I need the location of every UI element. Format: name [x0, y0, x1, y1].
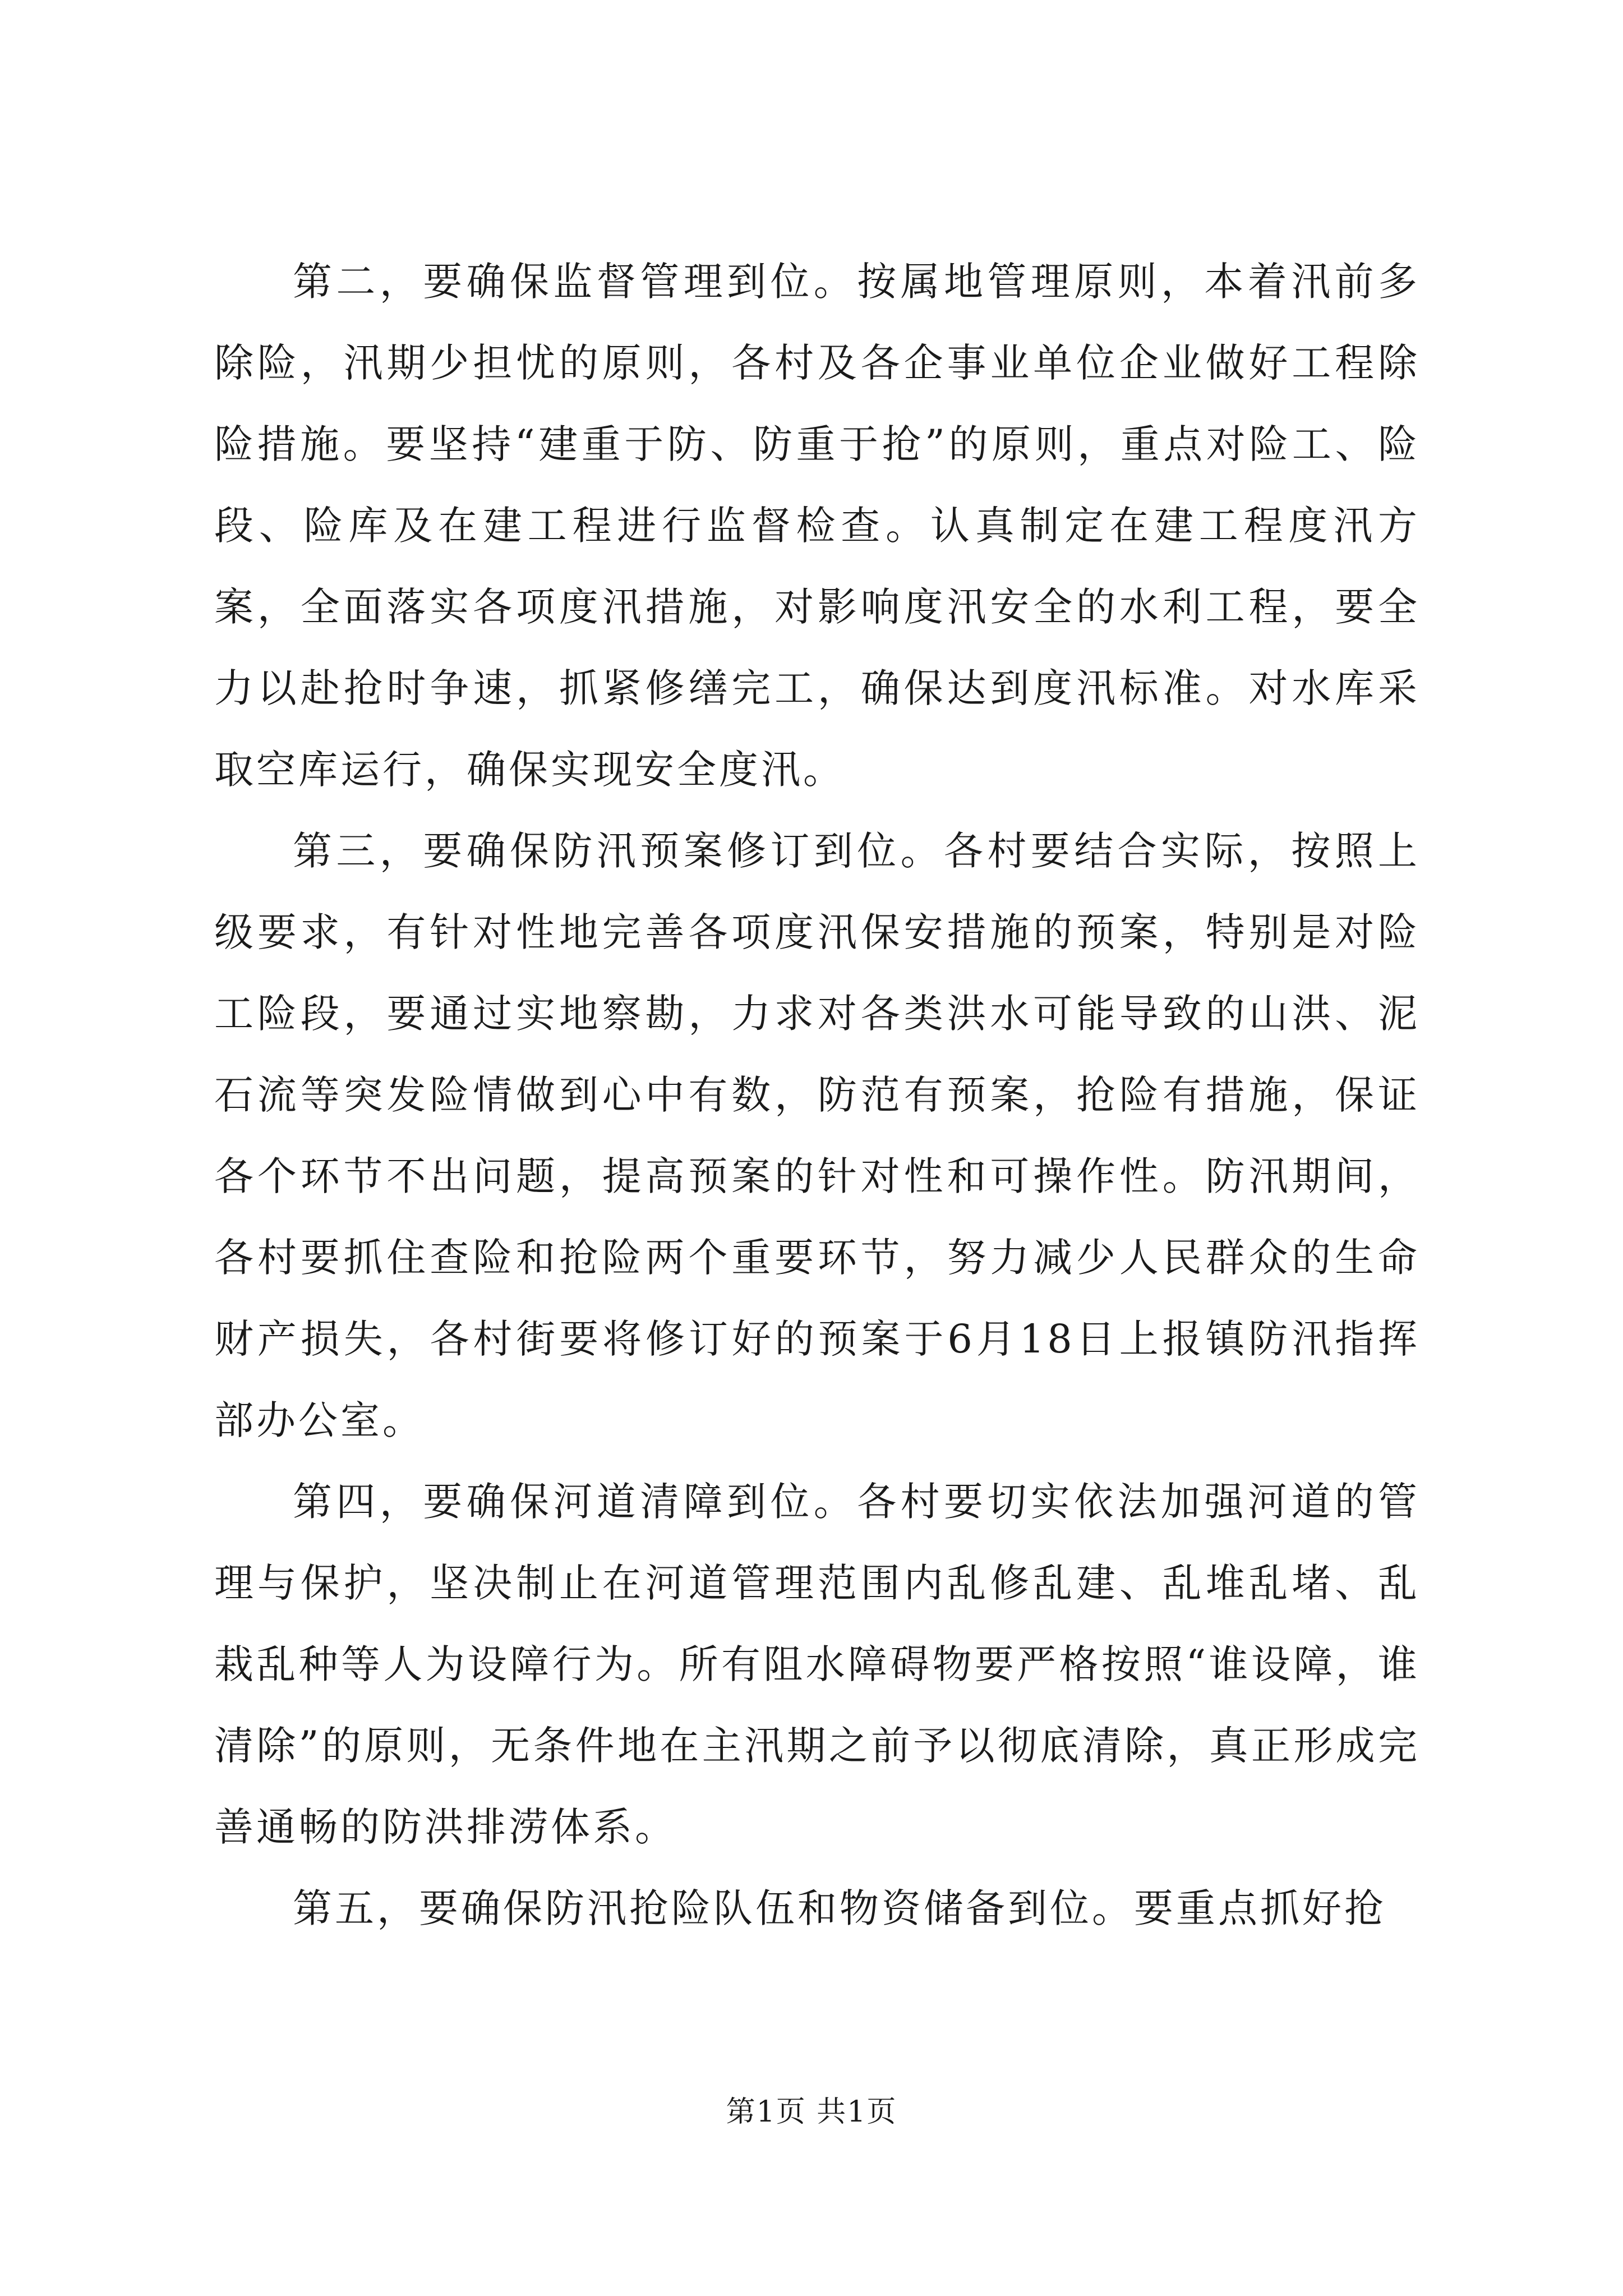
- paragraph-fifth: 第五，要确保防汛抢险队伍和物资储备到位。要重点抓好抢: [293, 1885, 1386, 1931]
- document-body: [214, 241, 1420, 1949]
- paragraph-second: 第二，要确保监督管理到位。按属地管理原则，本着汛前多除险，汛期少担忧的原则，各村及各企事业单位企业做好工程除险措施。要坚持“建重于防、防重于抢”的原则，重点对险工、险段、险库及在建工程进行监督检查。认真制定在建工程度汛方案，全面落实各项度汛措施，对影响度汛安全的水利工程，要全力以赴抢时争速，抓紧修缮完工，确保达到度汛标准。对水库采取空库运行，确保实现安全度汛。: [214, 259, 1420, 793]
- paragraph-third: 第三，要确保防汛预案修订到位。各村要结合实际，按照上级要求，有针对性地完善各项度汛保安措施的预案，特别是对险工险段，要通过实地察勘，力求对各类洪水可能导致的山洪、泥石流等突发险情做到心中有数，防范有预案，抢险有措施，保证各个环节不出问题，提高预案的针对性和可操作性。防汛期间，各村要抓住查险和抢险两个重要环节，努力减少人民群众的生命财产损失，各村街要将修订好的预案于6月18日上报镇防汛指挥部办公室。: [214, 828, 1420, 1443]
- paragraph-fourth: 第四，要确保河道清障到位。各村要切实依法加强河道的管理与保护，坚决制止在河道管理范围内乱修乱建、乱堆乱堵、乱栽乱种等人为设障行为。所有阻水障碍物要严格按照“谁设障，谁清除”的原则，无条件地在主汛期之前予以彻底清除，真正形成完善通畅的防洪排涝体系。: [214, 1479, 1420, 1850]
- page-footer: 第1页 共1页: [726, 2095, 897, 2129]
